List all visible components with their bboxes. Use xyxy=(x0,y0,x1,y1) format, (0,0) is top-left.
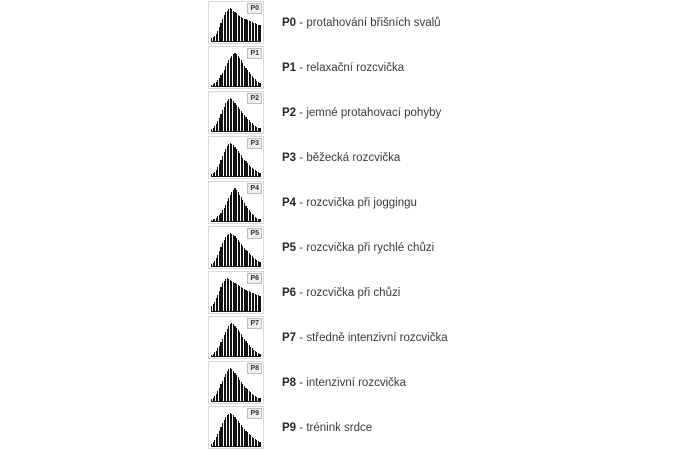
program-thumbnail[interactable] xyxy=(208,136,264,179)
graph-baseline xyxy=(211,86,261,87)
list-item[interactable] xyxy=(208,135,668,180)
program-thumbnail[interactable] xyxy=(208,181,264,224)
graph-baseline xyxy=(211,266,261,267)
program-thumbnail[interactable] xyxy=(208,271,264,314)
list-item[interactable] xyxy=(208,360,668,405)
program-name: středně intenzivní rozcvička xyxy=(306,331,448,344)
program-name: intenzivní rozcvička xyxy=(306,376,407,389)
graph-baseline xyxy=(211,356,261,357)
list-item[interactable] xyxy=(208,180,668,225)
program-code: P7 xyxy=(282,331,297,344)
program-separator: - xyxy=(299,151,304,164)
program-name: trénink srdce xyxy=(306,421,373,434)
program-list xyxy=(208,0,668,450)
graph-baseline xyxy=(211,131,261,132)
program-name: jemné protahovací pohyby xyxy=(306,106,442,119)
program-code: P5 xyxy=(282,241,297,254)
program-badge: P0 xyxy=(247,3,262,14)
program-name: běžecká rozcvička xyxy=(306,151,401,164)
program-label xyxy=(282,17,441,29)
program-label xyxy=(282,332,448,344)
program-code: P1 xyxy=(282,61,297,74)
program-label xyxy=(282,287,400,299)
program-name: rozcvička při chůzi xyxy=(306,286,401,299)
graph-baseline xyxy=(211,221,261,222)
graph-baseline xyxy=(211,401,261,402)
program-thumbnail[interactable] xyxy=(208,361,264,404)
program-badge: P3 xyxy=(247,138,262,149)
program-thumbnail[interactable] xyxy=(208,46,264,89)
list-item[interactable] xyxy=(208,405,668,450)
program-code: P9 xyxy=(282,421,297,434)
list-item[interactable] xyxy=(208,270,668,315)
program-name: rozcvička při rychlé chůzi xyxy=(306,241,435,254)
program-code: P6 xyxy=(282,286,297,299)
graph-baseline xyxy=(211,446,261,447)
program-name: rozcvička při joggingu xyxy=(306,196,417,209)
list-item[interactable] xyxy=(208,315,668,360)
program-badge: P6 xyxy=(247,273,262,284)
program-separator: - xyxy=(299,376,304,389)
program-thumbnail[interactable] xyxy=(208,316,264,359)
program-separator: - xyxy=(299,61,304,74)
graph-baseline xyxy=(211,311,261,312)
program-label xyxy=(282,107,441,119)
program-code: P3 xyxy=(282,151,297,164)
program-label xyxy=(282,377,406,389)
program-separator: - xyxy=(299,16,304,29)
program-badge: P9 xyxy=(247,408,262,419)
program-badge: P1 xyxy=(247,48,262,59)
program-thumbnail[interactable] xyxy=(208,406,264,449)
program-thumbnail[interactable] xyxy=(208,1,264,44)
program-badge: P4 xyxy=(247,183,262,194)
program-label xyxy=(282,422,372,434)
program-separator: - xyxy=(299,421,304,434)
program-badge: P8 xyxy=(247,363,262,374)
program-name: relaxační rozcvička xyxy=(306,61,405,74)
program-separator: - xyxy=(299,286,304,299)
list-item[interactable] xyxy=(208,45,668,90)
program-separator: - xyxy=(299,106,304,119)
program-label xyxy=(282,62,404,74)
program-code: P0 xyxy=(282,16,297,29)
program-thumbnail[interactable] xyxy=(208,226,264,269)
program-label xyxy=(282,197,417,209)
program-code: P4 xyxy=(282,196,297,209)
program-separator: - xyxy=(299,196,304,209)
program-badge: P5 xyxy=(247,228,262,239)
program-separator: - xyxy=(299,241,304,254)
graph-baseline xyxy=(211,41,261,42)
program-badge: P2 xyxy=(247,93,262,104)
program-label xyxy=(282,242,434,254)
program-code: P2 xyxy=(282,106,297,119)
program-separator: - xyxy=(299,331,304,344)
program-name: protahování břišních svalů xyxy=(306,16,441,29)
list-item[interactable] xyxy=(208,90,668,135)
program-code: P8 xyxy=(282,376,297,389)
list-item[interactable] xyxy=(208,0,668,45)
graph-baseline xyxy=(211,176,261,177)
program-thumbnail[interactable] xyxy=(208,91,264,134)
list-item[interactable] xyxy=(208,225,668,270)
program-badge: P7 xyxy=(247,318,262,329)
program-label xyxy=(282,152,400,164)
